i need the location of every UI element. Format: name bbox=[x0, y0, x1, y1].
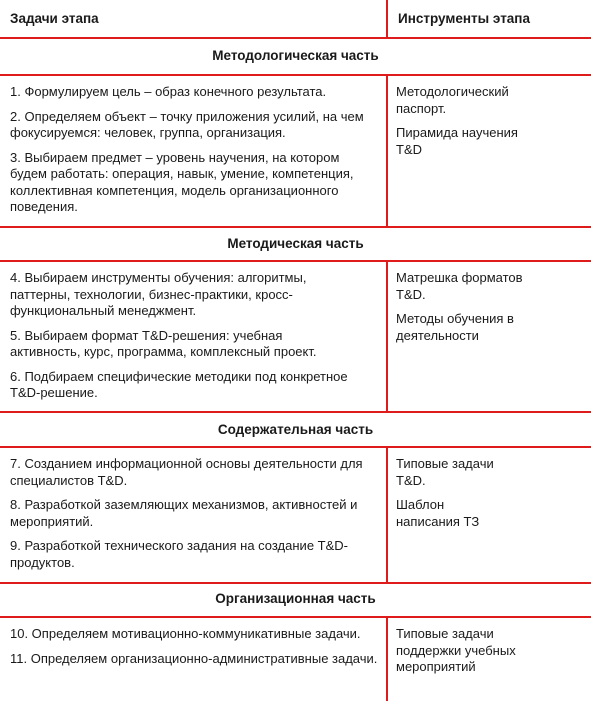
task-item: 6. Подбираем специфические методики под конкретное T&D-решение. bbox=[10, 368, 348, 400]
row-divider bbox=[0, 446, 591, 448]
tool-item: Методологический паспорт. bbox=[396, 84, 509, 116]
tool-item: Матрешка форматов T&D. bbox=[396, 270, 523, 302]
row-divider bbox=[0, 226, 591, 228]
tasks-cell bbox=[10, 626, 382, 675]
task-item: 9. Разработкой технического задания на создание T&D-продуктов. bbox=[10, 538, 348, 570]
column-divider bbox=[386, 74, 388, 226]
tasks-cell bbox=[10, 270, 350, 410]
row-divider bbox=[0, 37, 591, 39]
tool-item: Шаблон написания ТЗ bbox=[396, 497, 480, 529]
column-divider bbox=[386, 260, 388, 411]
tool-item: Пирамида научения T&D bbox=[396, 125, 518, 157]
column-divider bbox=[386, 446, 388, 582]
task-item: 7. Созданием информационной основы деятельности для специалистов T&D. bbox=[10, 456, 363, 488]
section-title-content: Содержательная часть bbox=[217, 422, 374, 437]
column-divider bbox=[386, 0, 388, 37]
task-item: 1. Формулируем цель – образ конечного результата. bbox=[10, 84, 327, 99]
section-title-methodical: Методическая часть bbox=[227, 236, 364, 251]
task-item: 10. Определяем мотивационно-коммуникативные задачи. bbox=[10, 626, 361, 641]
row-divider bbox=[0, 411, 591, 413]
tools-cell bbox=[396, 84, 526, 166]
tool-item: Типовые задачи T&D. bbox=[396, 456, 494, 488]
tools-cell bbox=[396, 626, 526, 684]
column-divider bbox=[386, 616, 388, 701]
tasks-cell bbox=[10, 84, 380, 224]
tools-cell bbox=[396, 270, 536, 352]
row-divider bbox=[0, 260, 591, 262]
section-title-methodological: Методологическая часть bbox=[212, 48, 379, 63]
task-item: 4. Выбираем инструменты обучения: алгоритмы, паттерны, технологии, бизнес-практики, кросс-функциональный менеджмент. bbox=[10, 270, 307, 318]
section-title-organizational: Организационная часть bbox=[215, 591, 376, 606]
task-item: 2. Определяем объект – точку приложения усилий, на чем фокусируемся: человек, группа, организация. bbox=[10, 108, 364, 140]
tool-item: Типовые задачи поддержки учебных мероприятий bbox=[396, 626, 516, 674]
task-item: 11. Определяем организационно-административные задачи. bbox=[10, 650, 378, 666]
header-tools: Инструменты этапа bbox=[398, 11, 530, 26]
row-divider bbox=[0, 616, 591, 618]
tool-item: Методы обучения в деятельности bbox=[396, 311, 514, 343]
tasks-cell bbox=[10, 456, 382, 579]
header-tasks: Задачи этапа bbox=[10, 11, 99, 26]
task-item: 3. Выбираем предмет – уровень научения, на котором будем работать: операция, навык, умение, компетенция, коллективная компетенция, модель организационного поведения. bbox=[10, 149, 354, 214]
task-item: 8. Разработкой заземляющих механизмов, активностей и мероприятий. bbox=[10, 497, 358, 529]
row-divider bbox=[0, 74, 591, 76]
row-divider bbox=[0, 582, 591, 584]
task-item: 5. Выбираем формат T&D-решения: учебная активность, курс, программа, комплексный проект. bbox=[10, 327, 317, 359]
tools-cell bbox=[396, 456, 506, 538]
